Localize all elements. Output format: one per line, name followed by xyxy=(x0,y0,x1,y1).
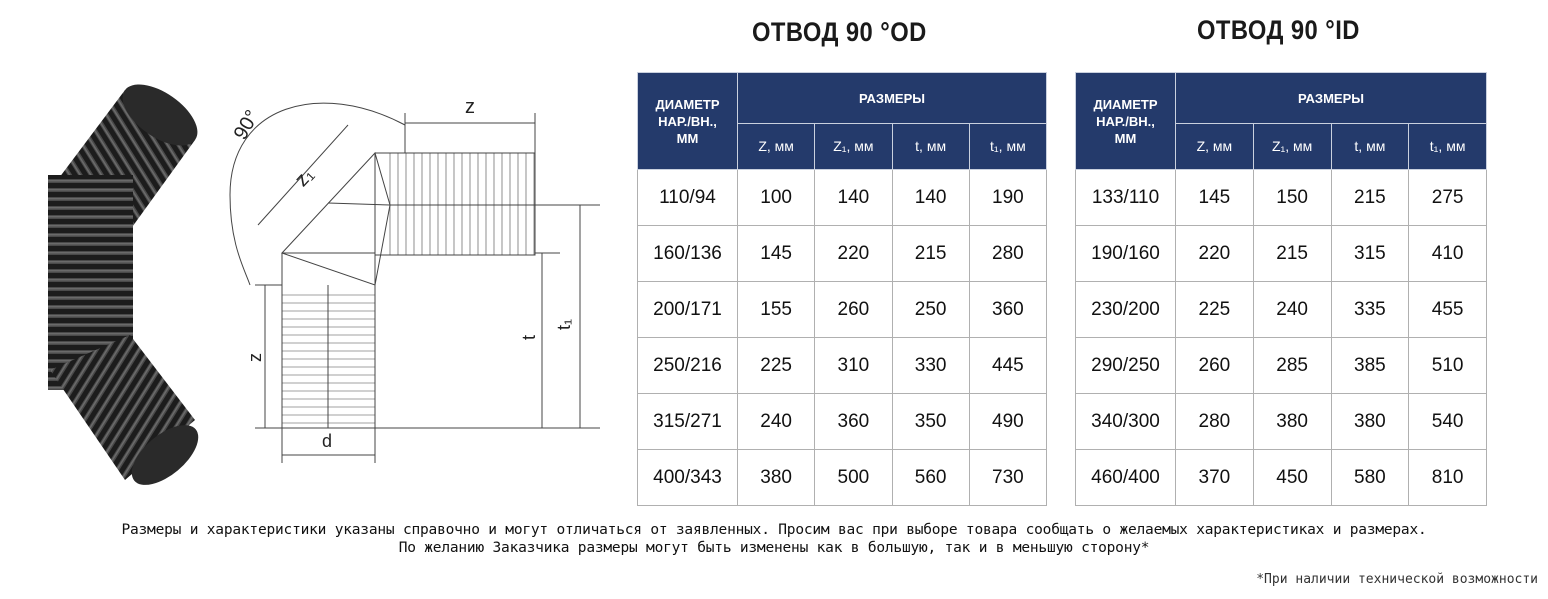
table-od xyxy=(637,72,1047,506)
value-cell: 315 xyxy=(1331,226,1409,282)
value-cell: 280 xyxy=(969,226,1046,282)
value-cell: 240 xyxy=(1253,282,1331,338)
value-cell: 450 xyxy=(1253,450,1331,506)
value-cell: 445 xyxy=(969,338,1046,394)
value-cell: 455 xyxy=(1409,282,1487,338)
diameter-cell: 290/250 xyxy=(1076,338,1176,394)
value-cell: 410 xyxy=(1409,226,1487,282)
z-left-label: z xyxy=(245,353,265,362)
value-cell: 350 xyxy=(892,394,969,450)
table-row xyxy=(1076,282,1487,338)
value-cell: 810 xyxy=(1409,450,1487,506)
value-cell: 240 xyxy=(738,394,815,450)
value-cell: 100 xyxy=(738,170,815,226)
table-row xyxy=(1076,450,1487,506)
footnote: *При наличии технической возможности xyxy=(1256,572,1538,587)
value-cell: 145 xyxy=(1176,170,1254,226)
value-cell: 220 xyxy=(1176,226,1254,282)
table-row xyxy=(1076,338,1487,394)
value-cell: 280 xyxy=(1176,394,1254,450)
diameter-cell: 133/110 xyxy=(1076,170,1176,226)
value-cell: 380 xyxy=(738,450,815,506)
value-cell: 540 xyxy=(1409,394,1487,450)
t1-label: t₁ xyxy=(554,318,574,330)
header-diameter: ДИАМЕТР НАР./ВН., ММ xyxy=(638,73,738,170)
column-header: t₁, мм xyxy=(1409,124,1487,170)
value-cell: 380 xyxy=(1253,394,1331,450)
value-cell: 510 xyxy=(1409,338,1487,394)
value-cell: 490 xyxy=(969,394,1046,450)
header-sizes: РАЗМЕРЫ xyxy=(738,73,1047,124)
value-cell: 140 xyxy=(815,170,892,226)
diameter-cell: 340/300 xyxy=(1076,394,1176,450)
table-row xyxy=(638,282,1047,338)
column-header: t₁, мм xyxy=(969,124,1046,170)
value-cell: 330 xyxy=(892,338,969,394)
column-header: Z, мм xyxy=(1176,124,1254,170)
value-cell: 360 xyxy=(969,282,1046,338)
value-cell: 360 xyxy=(815,394,892,450)
z-top-label: z xyxy=(465,96,475,118)
disclaimer-line-1: Размеры и характеристики указаны справочно и могут отличаться от заявленных. Просим вас при выборе товара сообщать о желаемых характеристиках и размерах. xyxy=(121,522,1427,538)
value-cell: 560 xyxy=(892,450,969,506)
value-cell: 275 xyxy=(1409,170,1487,226)
value-cell: 730 xyxy=(969,450,1046,506)
table-row xyxy=(1076,394,1487,450)
diameter-cell: 460/400 xyxy=(1076,450,1176,506)
table-id xyxy=(1075,72,1487,506)
t-label: t xyxy=(519,334,539,340)
diameter-cell: 250/216 xyxy=(638,338,738,394)
value-cell: 225 xyxy=(1176,282,1254,338)
value-cell: 155 xyxy=(738,282,815,338)
header-sizes: РАЗМЕРЫ xyxy=(1176,73,1487,124)
column-header: Z, мм xyxy=(738,124,815,170)
value-cell: 215 xyxy=(892,226,969,282)
value-cell: 380 xyxy=(1331,394,1409,450)
value-cell: 500 xyxy=(815,450,892,506)
value-cell: 150 xyxy=(1253,170,1331,226)
value-cell: 190 xyxy=(969,170,1046,226)
value-cell: 250 xyxy=(892,282,969,338)
value-cell: 215 xyxy=(1331,170,1409,226)
value-cell: 145 xyxy=(738,226,815,282)
value-cell: 385 xyxy=(1331,338,1409,394)
column-header: t, мм xyxy=(892,124,969,170)
column-header: Z₁, мм xyxy=(815,124,892,170)
diameter-cell: 110/94 xyxy=(638,170,738,226)
d-label: d xyxy=(322,431,333,451)
column-header: Z₁, мм xyxy=(1253,124,1331,170)
table-row xyxy=(638,170,1047,226)
diameter-cell: 400/343 xyxy=(638,450,738,506)
bend-dimension-diagram xyxy=(220,85,620,475)
angle-label: 90° xyxy=(229,106,264,144)
header-diameter: ДИАМЕТР НАР./ВН., ММ xyxy=(1076,73,1176,170)
value-cell: 310 xyxy=(815,338,892,394)
pipe-bend-image xyxy=(40,80,210,490)
table-row xyxy=(1076,170,1487,226)
column-header: t, мм xyxy=(1331,124,1409,170)
value-cell: 260 xyxy=(1176,338,1254,394)
value-cell: 285 xyxy=(1253,338,1331,394)
value-cell: 335 xyxy=(1331,282,1409,338)
table-row xyxy=(1076,226,1487,282)
value-cell: 580 xyxy=(1331,450,1409,506)
table-row xyxy=(638,226,1047,282)
diameter-cell: 160/136 xyxy=(638,226,738,282)
diameter-cell: 315/271 xyxy=(638,394,738,450)
disclaimer-line-2: По желанию Заказчика размеры могут быть изменены как в большую, так и в меньшую сторону* xyxy=(398,540,1150,556)
table-row xyxy=(638,394,1047,450)
diameter-cell: 190/160 xyxy=(1076,226,1176,282)
value-cell: 260 xyxy=(815,282,892,338)
diameter-cell: 200/171 xyxy=(638,282,738,338)
table-row xyxy=(638,450,1047,506)
value-cell: 370 xyxy=(1176,450,1254,506)
z1-label: z₁ xyxy=(290,163,319,191)
table-row xyxy=(638,338,1047,394)
value-cell: 225 xyxy=(738,338,815,394)
value-cell: 215 xyxy=(1253,226,1331,282)
value-cell: 220 xyxy=(815,226,892,282)
diameter-cell: 230/200 xyxy=(1076,282,1176,338)
table-od-title: ОТВОД 90 °OD xyxy=(752,17,927,47)
table-id-title: ОТВОД 90 °ID xyxy=(1197,15,1360,45)
value-cell: 140 xyxy=(892,170,969,226)
